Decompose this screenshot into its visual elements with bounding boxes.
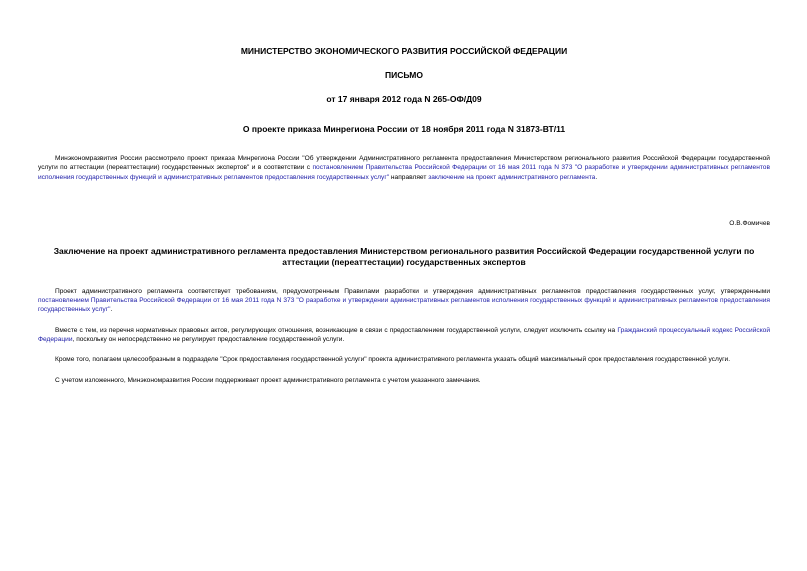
- letter-text: .: [595, 173, 598, 181]
- conclusion-paragraph: С учетом изложенного, Минэкономразвития России поддерживает проект административного регламента с учетом указанного замечания.: [55, 376, 481, 384]
- letter-text: направляет: [389, 173, 429, 181]
- conclusion-paragraph: [38, 287, 770, 315]
- conclusion-text: Вместе с тем, из перечня нормативных правовых актов, регулирующих отношения, возникающие в связи с предоставлением государственной услуги, следует исключить ссылку на: [55, 326, 618, 334]
- conclusion-title: Заключение на проект административного регламента предоставления Министерством регионального развития Российской Федерации государственной услуги по аттестации (переаттестации) государственных экспертов: [53, 245, 755, 267]
- conclusion-text: , поскольку он непосредственно не регулирует предоставление государственной услуги.: [72, 336, 345, 344]
- ministry-heading: МИНИСТЕРСТВО ЭКОНОМИЧЕСКОГО РАЗВИТИЯ РОССИЙСКОЙ ФЕДЕРАЦИИ: [240, 46, 568, 56]
- conclusion-paragraph: [38, 326, 770, 345]
- letter-text: Минэкономразвития России рассмотрело проект приказа Минрегиона России "Об утверждении Административного регламента предоставления Министерством регионального развития Российской Федерации государственной услуги по аттестации (переаттестации) государственных экспертов" и в соответствии с: [38, 155, 770, 172]
- government-resolution-link[interactable]: постановлением Правительства Российской Федерации от 16 мая 2011 года N 373 "О разработке и утверждении административных регламентов исполнения государственных функций и административных регламентов предоставления государственных услуг": [38, 164, 770, 181]
- document-subject: О проекте приказа Минрегиона России от 18 ноября 2011 года N 31873-ВТ/11: [242, 124, 566, 134]
- conclusion-text: .: [110, 306, 113, 314]
- government-resolution-link[interactable]: постановлением Правительства Российской Федерации от 16 мая 2011 года N 373 "О разработке и утверждении административных регламентов исполнения государственных функций и административных регламентов предоставления государственных услуг": [38, 297, 770, 314]
- letter-paragraph: [38, 154, 770, 182]
- signature: О.В.Фомичев: [729, 219, 770, 227]
- civil-procedure-code-link[interactable]: Гражданский процессуальный кодекс Российской Федерации: [38, 326, 771, 344]
- document-date-number: от 17 января 2012 года N 265-ОФ/Д09: [326, 94, 482, 104]
- conclusion-link[interactable]: заключение на проект административного регламента: [428, 173, 596, 181]
- document-type: ПИСЬМО: [385, 70, 423, 80]
- document-page: [38, 40, 770, 385]
- conclusion-paragraph: Кроме того, полагаем целесообразным в подразделе "Срок предоставления государственной услуги" проекта административного регламента указать общий максимальный срок предоставления государственной услуги.: [55, 356, 731, 364]
- conclusion-text: Проект административного регламента соответствует требованиям, предусмотренным Правилами разработки и утверждения административных регламентов предоставления государственных услуг, утвержденными: [55, 287, 770, 295]
